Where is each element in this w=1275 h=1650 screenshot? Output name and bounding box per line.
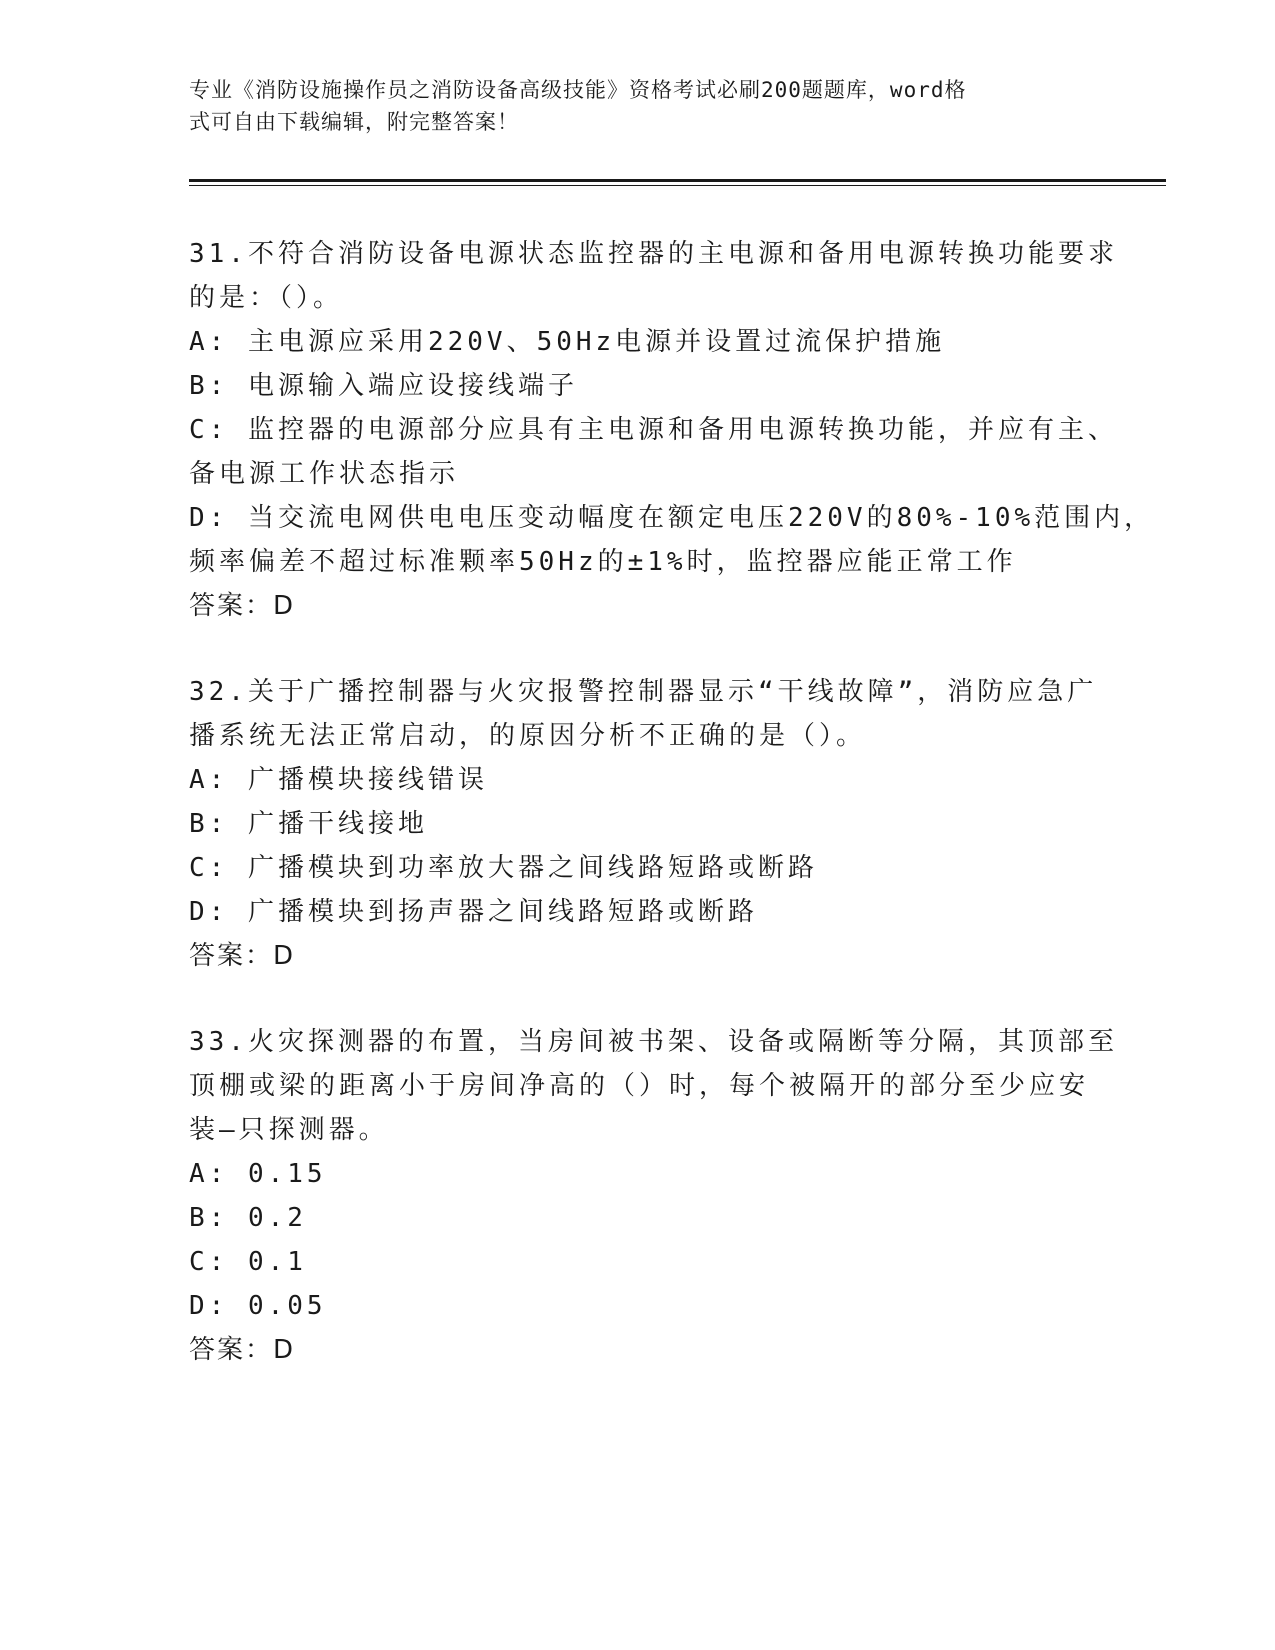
answer: 答案：D: [189, 591, 296, 621]
option-a: A: 0.15: [189, 1159, 327, 1189]
option-d: D: 广播模块到扬声器之间线路短路或断路: [189, 897, 758, 927]
header-line: 式可自由下载编辑，附完整答案！: [189, 110, 519, 134]
option-a: A: 广播模块接线错误: [189, 765, 488, 795]
question-stem-line: 33.火灾探测器的布置，当房间被书架、设备或隔断等分隔，其顶部至: [189, 1027, 1118, 1057]
option-b: B: 电源输入端应设接线端子: [189, 371, 578, 401]
question-stem-line: 的是：（）。: [189, 283, 344, 313]
document-header: [189, 74, 1089, 138]
option-b: B: 0.2: [189, 1203, 307, 1233]
question-stem-line: 顶棚或梁的距离小于房间净高的（）时，每个被隔开的部分至少应安: [189, 1071, 1090, 1101]
header-line: 专业《消防设施操作员之消防设备高级技能》资格考试必刷200题题库，word格: [189, 78, 967, 102]
question-stem-line: 播系统无法正常启动，的原因分析不正确的是（）。: [189, 721, 867, 751]
question-stem-line: 32.关于广播控制器与火灾报警控制器显示“干线故障”，消防应急广: [189, 677, 1098, 707]
answer: 答案：D: [189, 1335, 296, 1365]
header-divider: [189, 179, 1166, 182]
option-c: C: 监控器的电源部分应具有主电源和备用电源转换功能，并应有主、: [189, 415, 1118, 445]
option-d-continued: 频率偏差不超过标准颗率50Hz的±1%时，监控器应能正常工作: [189, 547, 1017, 577]
option-d: D: 当交流电网供电电压变动幅度在额定电压220V的80%-10%范围内，: [189, 503, 1155, 533]
question-stem-line: 装—只探测器。: [189, 1115, 389, 1145]
option-c: C: 0.1: [189, 1247, 307, 1277]
option-a: A: 主电源应采用220V、50Hz电源并设置过流保护措施: [189, 327, 946, 357]
option-c-continued: 备电源工作状态指示: [189, 459, 460, 489]
option-b: B: 广播干线接地: [189, 809, 428, 839]
option-d: D: 0.05: [189, 1291, 327, 1321]
answer: 答案：D: [189, 941, 296, 971]
option-c: C: 广播模块到功率放大器之间线路短路或断路: [189, 853, 818, 883]
header-divider-thin: [189, 185, 1166, 186]
question-stem-line: 31.不符合消防设备电源状态监控器的主电源和备用电源转换功能要求: [189, 239, 1118, 269]
